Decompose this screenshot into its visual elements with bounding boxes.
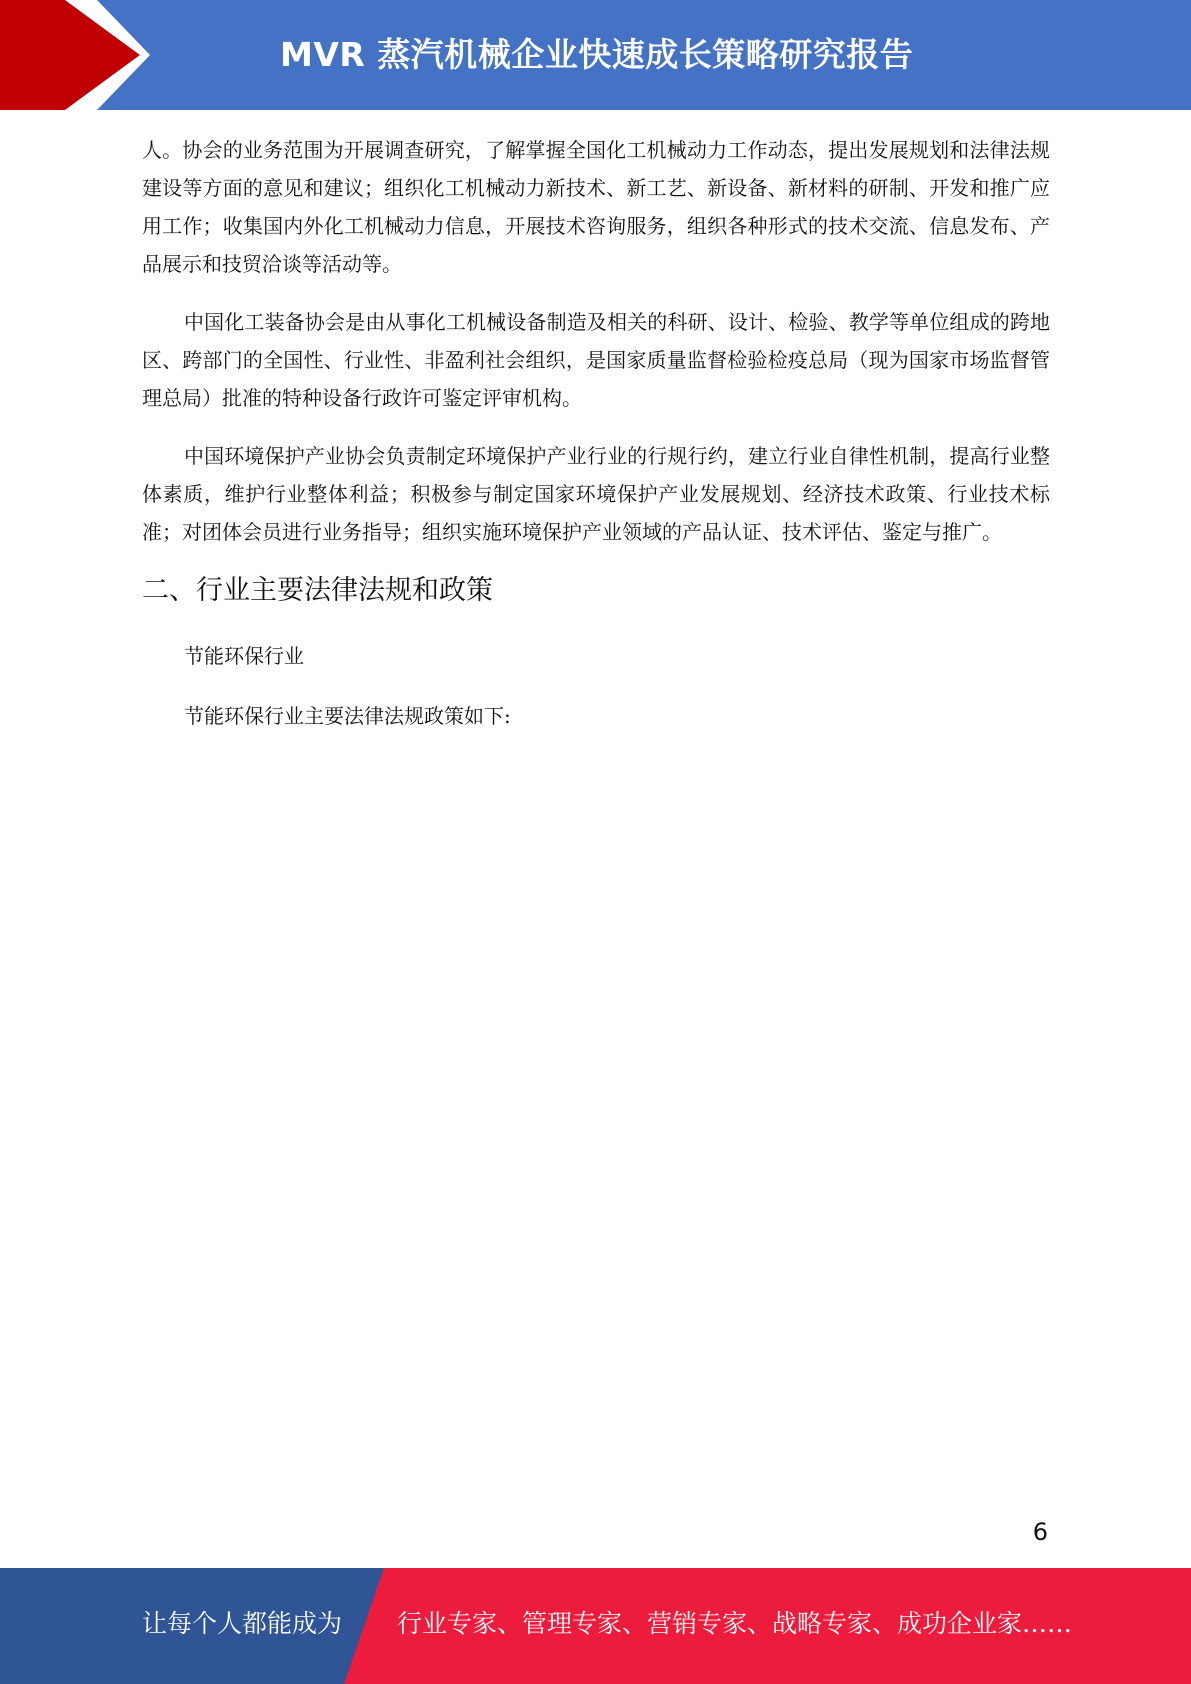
page-number: 6 <box>1032 1518 1048 1546</box>
footer-slogan-left: 让每个人都能成为 <box>142 1609 343 1638</box>
list-intro-text: 节能环保行业主要法律法规政策如下: <box>184 704 511 728</box>
section-heading: 二、行业主要法律法规和政策 <box>142 575 493 606</box>
report-title: MVR 蒸汽机械企业快速成长策略研究报告 <box>280 35 914 74</box>
header-chevron-decoration <box>0 0 160 110</box>
page-header <box>0 0 1191 110</box>
subsection-label: 节能环保行业 <box>184 644 304 668</box>
footer-slogan-right: 行业专家、管理专家、营销专家、战略专家、成功企业家…… <box>397 1609 1073 1638</box>
paragraph: 中国化工装备协会是由从事化工机械设备制造及相关的科研、设计、检验、教学等单位组成的跨地区、跨部门的全国性、行业性、非盈利社会组织，是国家质量监督检验检疫总局（现为国家市场监督管理总局）批准的特种设备行政许可鉴定评审机构。 <box>142 310 1050 410</box>
paragraph: 人。协会的业务范围为开展调查研究，了解掌握全国化工机械动力工作动态，提出发展规划和法律法规建设等方面的意见和建议；组织化工机械动力新技术、新工艺、新设备、新材料的研制、开发和推广应用工作；收集国内外化工机械动力信息，开展技术咨询服务，组织各种形式的技术交流、信息发布、产品展示和技贸洽谈等活动等。 <box>142 138 1050 276</box>
document-body <box>142 131 1050 757</box>
paragraph: 中国环境保护产业协会负责制定环境保护产业行业的行规行约，建立行业自律性机制，提高行业整体素质，维护行业整体利益；积极参与制定国家环境保护产业发展规划、经济技术政策、行业技术标准；对团体会员进行业务指导；组织实施环境保护产业领域的产品认证、技术评估、鉴定与推广。 <box>142 444 1050 544</box>
page-footer <box>0 1568 1191 1684</box>
